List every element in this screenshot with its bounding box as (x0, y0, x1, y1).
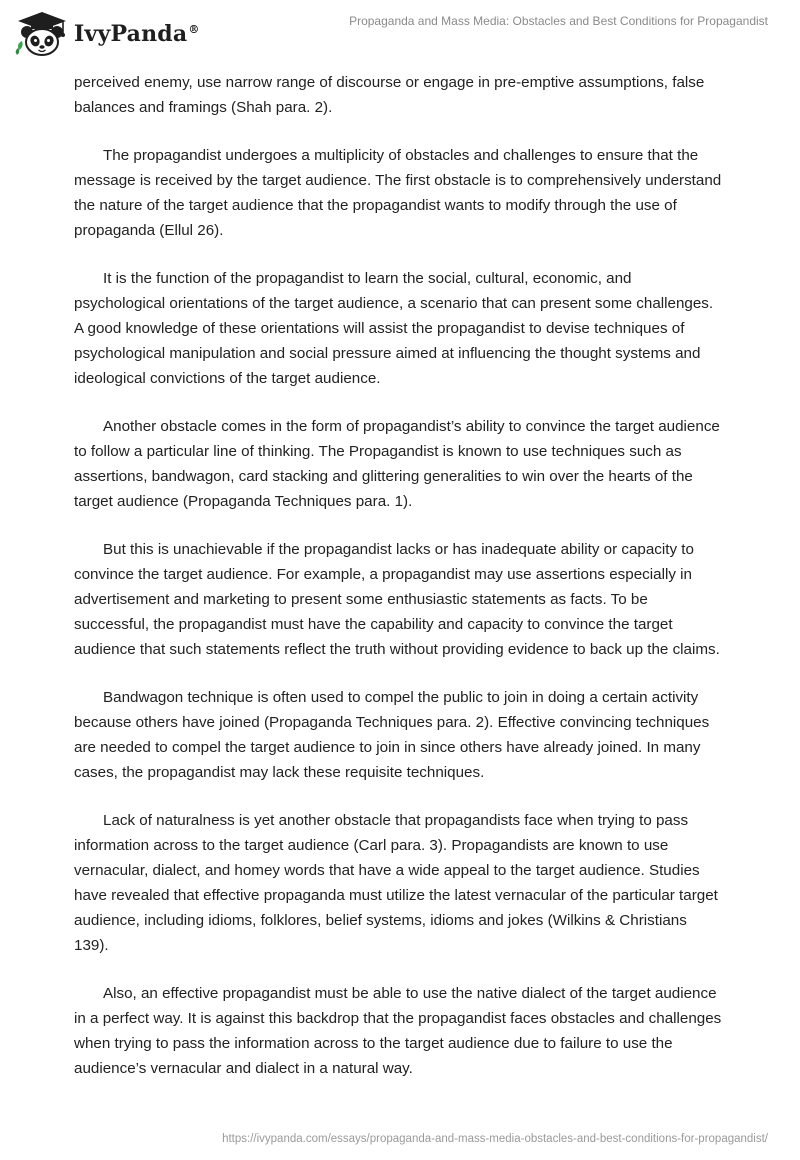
paragraph: It is the function of the propagandist to learn the social, cultural, economic, and psychological orientations of the target audience, a scenario that can present some challenges. A good knowledge of these orientations will assist the propagandist to devise techniques of psychological manipulation and social pressure aimed at influencing the thought systems and ideological convictions of the target audience. (74, 270, 714, 387)
source-url[interactable]: https://ivypanda.com/essays/propaganda-and-mass-media-obstacles-and-best-conditions-for-propagandist/ (222, 1133, 768, 1145)
paragraph: The propagandist undergoes a multiplicity of obstacles and challenges to ensure that the message is received by the target audience. The first obstacle is to comprehensively understand the nature of the target audience that the propagandist wants to modify through the use of propaganda (Ellul 26). (74, 147, 722, 239)
registered-mark: ® (188, 22, 200, 36)
ivypanda-logo[interactable] (14, 10, 200, 58)
paragraph: perceived enemy, use narrow range of discourse or engage in pre-emptive assumptions, false balances and framings (Shah para. 2). (74, 74, 705, 116)
paragraph: Lack of naturalness is yet another obstacle that propagandists face when trying to pass information across to the target audience (Carl para. 3). Propagandists are known to use vernacular, dialect, and homey words that have a wide appeal to the target audience. Studies have revealed that effective propaganda must utilize the latest vernacular of the particular target audience, including idioms, folklores, belief systems, idioms and jokes (Wilkins & Christians 139). (74, 812, 718, 954)
paragraph: But this is unachievable if the propagandist lacks or has inadequate ability or capacity to convince the target audience. For example, a propagandist may use assertions especially in advertisement and marketing to present some enthusiastic statements as facts. To be successful, the propagandist must have the capability and capacity to convince the target audience that such statements reflect the truth without providing evidence to back up the claims. (74, 541, 720, 658)
paragraph: Also, an effective propagandist must be able to use the native dialect of the target audience in a perfect way. It is against this backdrop that the propagandist faces obstacles and challenges when trying to pass the information across to the target audience due to failure to use the audience’s vernacular and dialect in a natural way. (74, 985, 722, 1077)
document-title: Propaganda and Mass Media: Obstacles and Best Conditions for Propagandist (349, 14, 768, 28)
essay-body (74, 70, 724, 1104)
paragraph: Bandwagon technique is often used to compel the public to join in doing a certain activity because others have joined (Propaganda Techniques para. 2). Effective convincing techniques are needed to compel the target audience to join in since others have already joined. In many cases, the propagandist may lack these requisite techniques. (74, 689, 710, 781)
page-header (0, 0, 800, 70)
brand-name: IvyPanda® (74, 21, 200, 47)
paragraph: Another obstacle comes in the form of propagandist’s ability to convince the target audience to follow a particular line of thinking. The Propagandist is known to use techniques such as assertions, bandwagon, card stacking and glittering generalities to win over the hearts of the target audience (Propaganda Techniques para. 1). (74, 418, 720, 510)
panda-graduate-icon (14, 10, 70, 58)
